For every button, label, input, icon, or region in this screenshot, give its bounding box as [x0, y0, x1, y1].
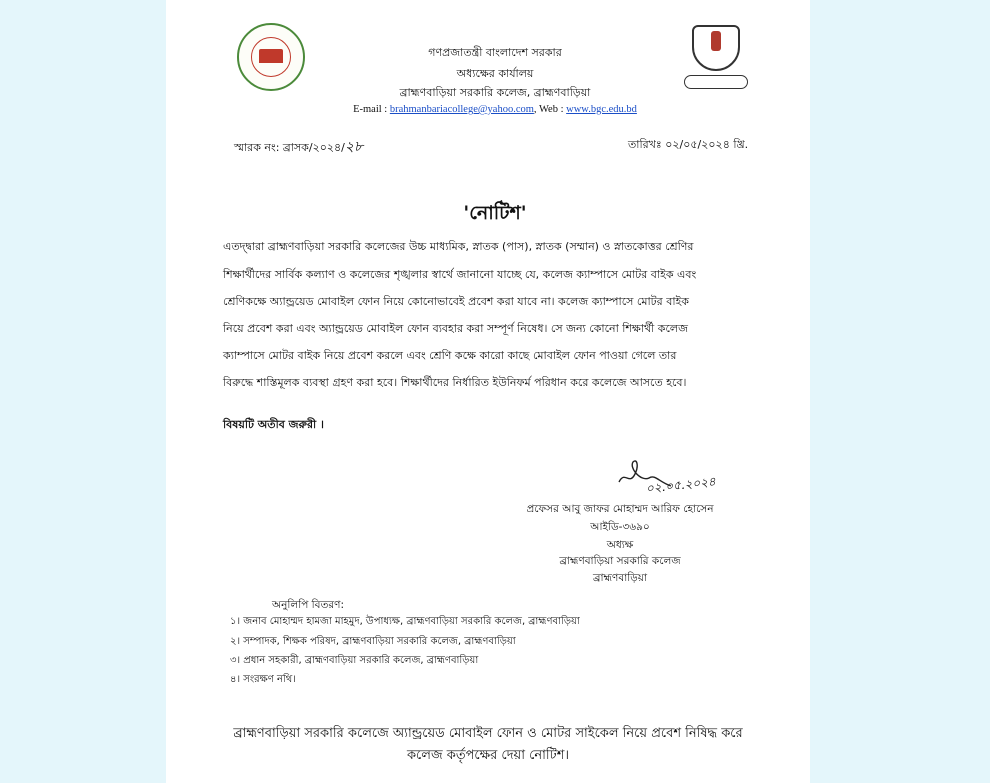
- copy-item: ৩। প্রধান সহকারী, ব্রাহ্মণবাড়িয়া সরকারি কলেজ, ব্রাহ্মণবাড়িয়া: [230, 655, 479, 666]
- copy-item: ২। সম্পাদক, শিক্ষক পরিষদ, ব্রাহ্মণবাড়িয়া সরকারি কলেজ, ব্রাহ্মণবাড়িয়া: [230, 636, 516, 647]
- notice-body-line: এতদ্দ্বারা ব্রাহ্মণবাড়িয়া সরকারি কলেজের উচ্চ মাধ্যমিক, স্নাতক (পাস), স্নাতক (সম্মান) ও স্নাতকোত্তর শ্রেণির: [223, 240, 694, 253]
- email-link[interactable]: brahmanbariacollege@yahoo.com: [389, 104, 534, 115]
- signature-date: ০২.০৫.২০২৪: [645, 474, 717, 496]
- notice-body-line: শিক্ষার্থীদের সার্বিক কল্যাণ ও কলেজের শৃঙ্খলার স্বার্থে জানানো যাচ্ছে যে, কলেজ ক্যাম্পাসে মোটর বাইক এবং: [223, 268, 697, 281]
- memo-handwritten-number: ২৮: [344, 139, 364, 155]
- email-label: E-mail :: [353, 104, 388, 115]
- signatory-id: আইডি-৩৬৯০: [590, 521, 650, 533]
- memo-label: স্মারক নং: ব্রাসক/২০২৪/: [234, 141, 345, 154]
- govt-heading: গণপ্রজাতন্ত্রী বাংলাদেশ সরকার: [428, 46, 562, 59]
- office-heading: অধ্যক্ষের কার্যালয়: [456, 67, 534, 80]
- notice-body-line: শ্রেণিকক্ষে অ্যান্ড্রয়েড মোবাইল ফোন নিয়ে কোনোভাবেই প্রবেশ করা যাবে না। কলেজ ক্যাম্পাসে মোটর বাইক: [223, 295, 689, 308]
- book-emblem-icon: [259, 49, 283, 63]
- torch-icon: [711, 31, 721, 51]
- image-caption: ব্রাহ্মণবাড়িয়া সরকারি কলেজে অ্যান্ড্রয়েড মোবাইল ফোন ও মোটর সাইকেল নিয়ে প্রবেশ নিষিদ্ধ করে: [233, 726, 743, 741]
- notice-body-line: ক্যাম্পাসে মোটর বাইক নিয়ে প্রবেশ করলে এবং শ্রেণি কক্ষে কারো কাছে মোবাইল ফোন পাওয়া গেলে তার: [223, 349, 677, 362]
- image-caption: কলেজ কর্তৃপক্ষের দেয়া নোটিশ।: [406, 748, 570, 763]
- signatory-designation: অধ্যক্ষ: [606, 539, 634, 551]
- college-heading: ব্রাহ্মণবাড়িয়া সরকারি কলেজ, ব্রাহ্মণবাড়িয়া: [399, 86, 591, 99]
- web-label: , Web :: [533, 104, 564, 115]
- copy-item: ৪। সংরক্ষণ নথি।: [230, 674, 296, 685]
- memo-number: [234, 135, 363, 159]
- copy-item: ১। জনাব মোহাম্মদ হামজা মাহমুদ, উপাধ্যক্ষ, ব্রাহ্মণবাড়িয়া সরকারি কলেজ, ব্রাহ্মণবাড়িয়া: [230, 616, 580, 627]
- crest-banner: [684, 75, 748, 89]
- website-link[interactable]: www.bgc.edu.bd: [566, 104, 637, 115]
- notice-title: 'নোটিশ': [463, 202, 527, 224]
- notice-body-line: বিরুদ্ধে শাস্তিমূলক ব্যবস্থা গ্রহণ করা হবে। শিক্ষার্থীদের নির্ধারিত ইউনিফর্ম পরিধান করে কলেজে আসতে হবে।: [223, 376, 687, 389]
- signatory-place: ব্রাহ্মণবাড়িয়া: [592, 572, 647, 584]
- memo-date: তারিখঃ ০২/০৫/২০২৪ খ্রি.: [628, 138, 749, 151]
- signatory-name: প্রফেসর আবু জাফর মোহাম্মদ আরিফ হোসেন: [526, 503, 714, 515]
- copies-heading: অনুলিপি বিতরণ:: [272, 599, 345, 611]
- urgent-note: বিষয়টি অতীব জরুরী ।: [223, 418, 324, 431]
- college-seal-left-logo: [237, 23, 305, 91]
- contact-line: [330, 104, 660, 115]
- signatory-college: ব্রাহ্মণবাড়িয়া সরকারি কলেজ: [559, 555, 681, 567]
- notice-body-line: নিয়ে প্রবেশ করা এবং অ্যান্ড্রয়েড মোবাইল ফোন ব্যবহার করা সম্পূর্ণ নিষেধ। সে জন্য কোনো শিক্ষার্থী কলেজ: [223, 322, 688, 335]
- college-crest-right-logo: [684, 25, 748, 93]
